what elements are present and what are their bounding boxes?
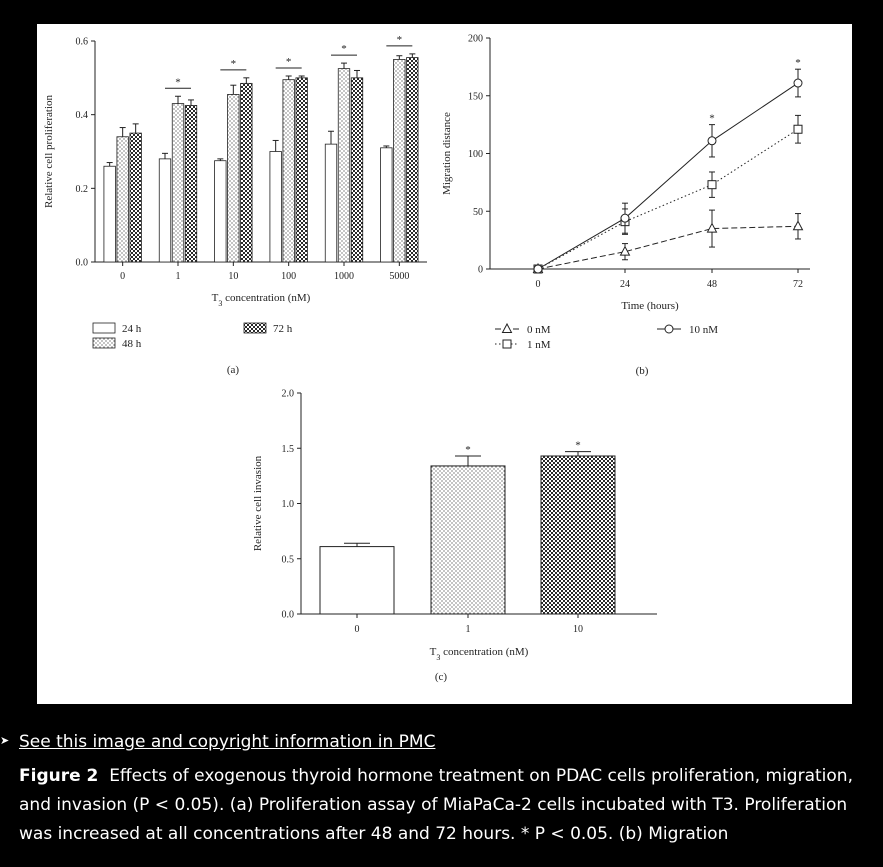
figure-panel <box>37 24 852 704</box>
b-point <box>621 214 629 222</box>
arrow-icon: ➤ <box>0 734 10 747</box>
a-bar <box>130 133 142 262</box>
b-y-tick-label: 50 <box>473 206 483 218</box>
figure-caption <box>19 762 869 849</box>
figure-label: Figure 2 <box>19 766 99 786</box>
c-x-tick-label: 1 <box>465 624 471 635</box>
a-significance-star: * <box>230 57 237 70</box>
b-point <box>708 224 717 233</box>
a-legend-swatch <box>244 323 266 333</box>
a-panel-label: (a) <box>226 364 240 376</box>
a-x-tick-label: 10 <box>228 271 239 282</box>
a-x-tick-label: 0 <box>120 271 126 282</box>
a-significance-star: * <box>175 76 181 89</box>
b-point <box>794 125 802 133</box>
a-bar <box>185 105 197 262</box>
a-bar <box>381 148 393 262</box>
b-significance-star: * <box>709 112 715 125</box>
a-bar <box>104 166 116 262</box>
b-series-line <box>538 83 798 269</box>
a-bar <box>241 83 253 262</box>
b-point <box>534 265 542 273</box>
c-y-tick-label: 2.0 <box>281 388 294 400</box>
a-x-tick-label: 5000 <box>389 271 410 282</box>
a-y-tick-label: 0.4 <box>75 110 88 122</box>
c-significance-star: * <box>465 443 471 456</box>
a-x-tick-label: 1000 <box>334 271 354 282</box>
a-bar <box>159 159 171 262</box>
a-legend-label: 24 h <box>122 323 142 335</box>
b-significance-star: * <box>795 57 801 70</box>
a-legend-label: 48 h <box>122 338 142 350</box>
b-x-tick-label: 24 <box>620 279 630 290</box>
caption-body: Effects of exogenous thyroid hormone treatment on PDAC cells proliferation, migration, and invasion (P < 0.05). (a) Proliferation assay of MiaPaCa-2 cells incubated with T3. Proliferation was increased at all concentrations after 48 and 72 hours. * P < 0.05. (b) Migration <box>19 766 853 844</box>
b-x-tick-label: 0 <box>535 279 541 290</box>
b-x-axis-label: Time (hours) <box>621 300 679 312</box>
b-legend-label: 0 nM <box>527 324 551 336</box>
a-bar <box>283 80 295 262</box>
c-x-tick-label: 0 <box>354 624 360 635</box>
b-legend-marker <box>503 324 512 333</box>
c-y-tick-label: 0.5 <box>281 554 294 566</box>
c-x-tick-label: 10 <box>573 624 583 635</box>
a-bar <box>394 59 406 262</box>
b-y-tick-label: 0 <box>478 264 483 276</box>
a-bar <box>228 94 240 262</box>
b-panel-label: (b) <box>635 365 649 377</box>
a-legend-label: 72 h <box>273 323 293 335</box>
a-bar <box>325 144 337 262</box>
a-legend-swatch <box>93 338 115 348</box>
a-bar <box>407 58 419 262</box>
b-y-tick-label: 100 <box>468 149 483 160</box>
b-y-tick-label: 200 <box>468 33 483 45</box>
a-bar <box>351 78 363 262</box>
chart-b-migration <box>441 34 810 378</box>
a-y-tick-label: 0.6 <box>75 36 88 48</box>
b-y-tick-label: 150 <box>468 91 483 103</box>
b-point <box>708 181 716 189</box>
a-x-tick-label: 1 <box>175 271 181 282</box>
c-x-axis-label: $T_3$ concentration (nM) <box>429 646 529 662</box>
b-y-axis-label: Migration distance <box>441 112 453 195</box>
a-bar <box>270 152 282 263</box>
b-point <box>794 221 803 230</box>
c-y-tick-label: 1.0 <box>281 499 294 510</box>
b-point <box>708 137 716 145</box>
a-bar <box>117 137 128 262</box>
a-y-tick-label: 0.2 <box>75 183 88 195</box>
a-significance-star: * <box>285 55 292 68</box>
b-legend-marker <box>503 340 511 348</box>
a-bar <box>172 104 184 262</box>
a-significance-star: * <box>396 33 403 46</box>
a-significance-star: * <box>341 43 347 56</box>
b-x-tick-label: 48 <box>707 279 717 290</box>
pmc-copyright-link[interactable]: See this image and copyright information in PMC <box>19 732 436 752</box>
c-panel-label: (c) <box>434 671 448 683</box>
b-legend-label: 1 nM <box>527 339 551 351</box>
a-y-tick-label: 0.0 <box>75 257 88 269</box>
a-y-axis-label: Relative cell proliferation <box>43 94 55 209</box>
c-y-axis-label: Relative cell invasion <box>252 455 264 552</box>
a-x-tick-label: 100 <box>281 271 297 282</box>
a-bar <box>338 69 350 262</box>
c-y-tick-label: 1.5 <box>281 443 294 455</box>
c-bar <box>431 466 505 614</box>
b-legend-marker <box>665 325 673 333</box>
figure-svg <box>37 24 852 704</box>
a-bar <box>296 78 308 262</box>
a-x-axis-label: $T_3$ concentration (nM) <box>211 292 311 308</box>
c-bar <box>541 456 615 614</box>
c-bar <box>320 547 394 614</box>
b-x-tick-label: 72 <box>793 279 803 290</box>
b-series-line <box>538 129 798 269</box>
b-legend-label: 10 nM <box>689 324 719 336</box>
chart-c-invasion <box>252 389 657 684</box>
chart-a-proliferation <box>43 34 427 376</box>
a-bar <box>215 161 227 262</box>
a-legend-swatch <box>93 323 115 333</box>
c-significance-star: * <box>575 439 581 452</box>
b-point <box>794 79 802 87</box>
c-y-tick-label: 0.0 <box>281 609 294 621</box>
